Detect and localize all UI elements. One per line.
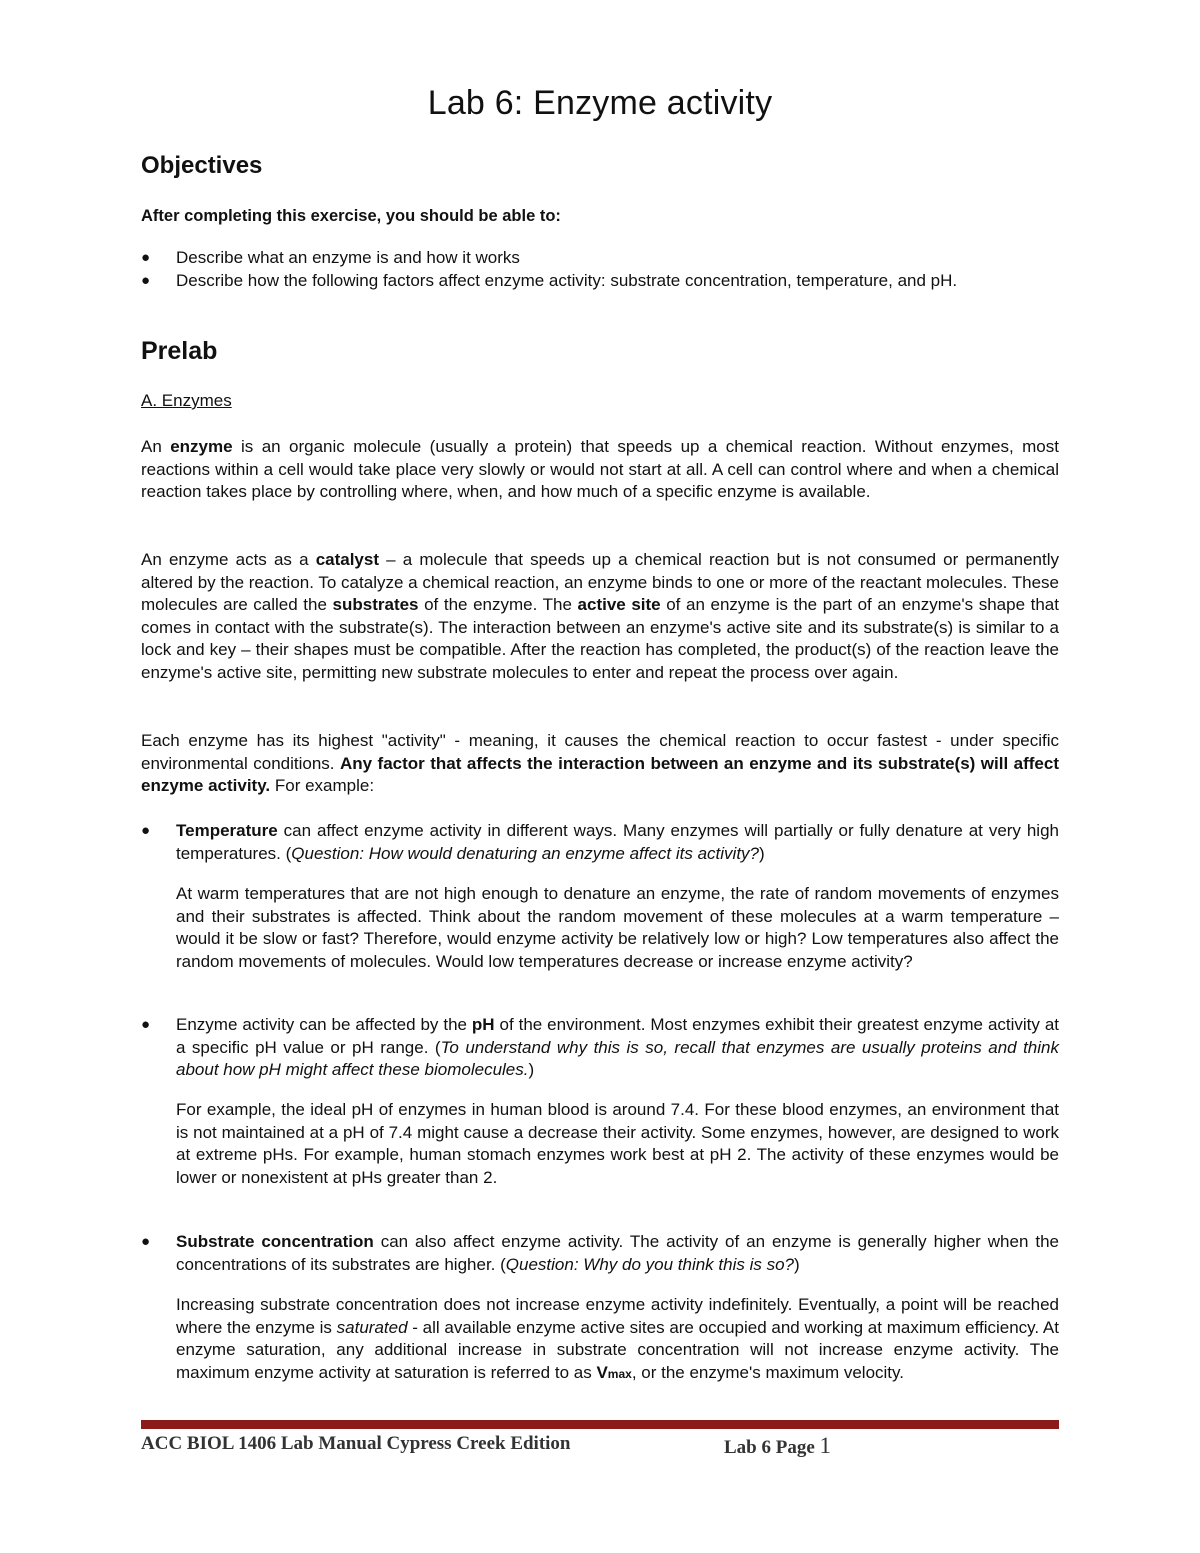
term-catalyst: catalyst xyxy=(315,550,380,569)
bullet-temperature: ● Temperature can affect enzyme activity in different ways. Many enzymes will partially or fully denature at very high temperatures. (Question: How would denaturing an enzyme affect its activity?) xyxy=(141,821,1059,863)
footer-manual-title: ACC BIOL 1406 Lab Manual Cypress Creek Edition xyxy=(141,1433,571,1454)
bullet-icon: ● xyxy=(141,1016,151,1033)
bullet-ph-detail: For example, the ideal pH of enzymes in human blood is around 7.4. For these blood enzymes, an environment that is not maintained at a pH of 7.4 might cause a decrease their activity. Some enzymes, however, are designed to work at extreme pHs. For example, human stomach enzymes work best at pH 2. The activity of these enzymes would be lower or nonexistent at pHs greater than 2. xyxy=(176,1100,1059,1187)
term-active-site: active site xyxy=(577,595,661,615)
bullet-substrate: ● Substrate concentration can also affect enzyme activity. The activity of an enzyme is generally higher when the concentrations of its substrates are higher. (Question: Why do you think this is so?) xyxy=(141,1232,1059,1274)
objective-item: ● Describe how the following factors affect enzyme activity: substrate concentration, temperature, and pH. xyxy=(141,270,1059,293)
objectives-intro: After completing this exercise, you should be able to: xyxy=(141,207,561,225)
page-number: 1 xyxy=(819,1433,832,1458)
section-a-heading: A. Enzymes xyxy=(141,391,232,410)
footer-rule xyxy=(141,1420,1059,1429)
catalyst-paragraph: An enzyme acts as a catalyst – a molecule that speeds up a chemical reaction but is not consumed or permanently altered by the reaction. To catalyze a chemical reaction, an enzyme binds to one or more of the reactant molecules. These molecules are called the substrates of the enzyme. The active site of an enzyme is the part of an enzyme's shape that comes in contact with the substrate(s). The interaction between an enzyme's active site and its substrate(s) is similar to a lock and key – their shapes must be compatible. After the reaction has completed, the product(s) of the reaction leave the enzyme's active site, permitting new substrate molecules to enter and repeat the process over again. xyxy=(141,550,1059,682)
term-ph: pH xyxy=(471,1015,495,1034)
objectives-list xyxy=(141,247,1059,292)
footer-page-label: Lab 6 Page 1 xyxy=(724,1433,832,1458)
key-statement: Any factor that affects the interaction between an enzyme and its substrate(s) will affect enzyme activity. xyxy=(141,753,1059,796)
term-substrates: substrates xyxy=(332,595,419,615)
term-enzyme: enzyme xyxy=(170,437,233,456)
prelab-heading: Prelab xyxy=(141,337,218,365)
term-temperature: Temperature xyxy=(176,821,278,840)
term-substrate-concentration: Substrate concentration xyxy=(176,1232,374,1251)
bullet-icon: ● xyxy=(141,822,151,839)
page-title: Lab 6: Enzyme activity xyxy=(427,84,773,122)
term-vmax: V xyxy=(596,1362,608,1382)
bullet-temperature-detail: At warm temperatures that are not high enough to denature an enzyme, the rate of random movements of enzymes and their substrates is affected. Think about the random movement of these molecules at a warm temperature – would it be slow or fast? Therefore, would enzyme activity be relatively low or high? Low temperatures also affect the random movements of molecules. Would low temperatures decrease or increase enzyme activity? xyxy=(176,884,1059,971)
bullet-substrate-detail: Increasing substrate concentration does not increase enzyme activity indefinitely. Eventually, a point will be reached where the enzyme is saturated - all available enzyme active sites are occupied and working at maximum efficiency. At enzyme saturation, any additional increase in substrate concentration will not increase enzyme activity. The maximum enzyme activity at saturation is referred to as Vmax, or the enzyme's maximum velocity. xyxy=(176,1295,1059,1382)
activity-paragraph: Each enzyme has its highest "activity" - meaning, it causes the chemical reaction to occur fastest - under specific environmental conditions. Any factor that affects the interaction between an enzyme and its substrate(s) will affect enzyme activity. For example: xyxy=(141,731,1059,796)
objectives-heading: Objectives xyxy=(141,152,263,179)
bullet-icon: ● xyxy=(141,1233,151,1250)
bullet-ph: ● Enzyme activity can be affected by the pH of the environment. Most enzymes exhibit their greatest enzyme activity at a specific pH value or pH range. (To understand why this is so, recall that enzymes are usually proteins and think about how pH might affect these biomolecules.) xyxy=(141,1015,1059,1080)
bullet-icon: ● xyxy=(141,249,151,266)
bullet-icon: ● xyxy=(141,271,151,289)
objective-item: ● Describe what an enzyme is and how it works xyxy=(141,247,1059,270)
enzyme-definition-paragraph: An enzyme is an organic molecule (usually a protein) that speeds up a chemical reaction. Without enzymes, most reactions within a cell would take place very slowly or would not start at all. A cell can control where and when a chemical reaction takes place by controlling where, when, and how much of a specific enzyme is available. xyxy=(141,437,1059,502)
